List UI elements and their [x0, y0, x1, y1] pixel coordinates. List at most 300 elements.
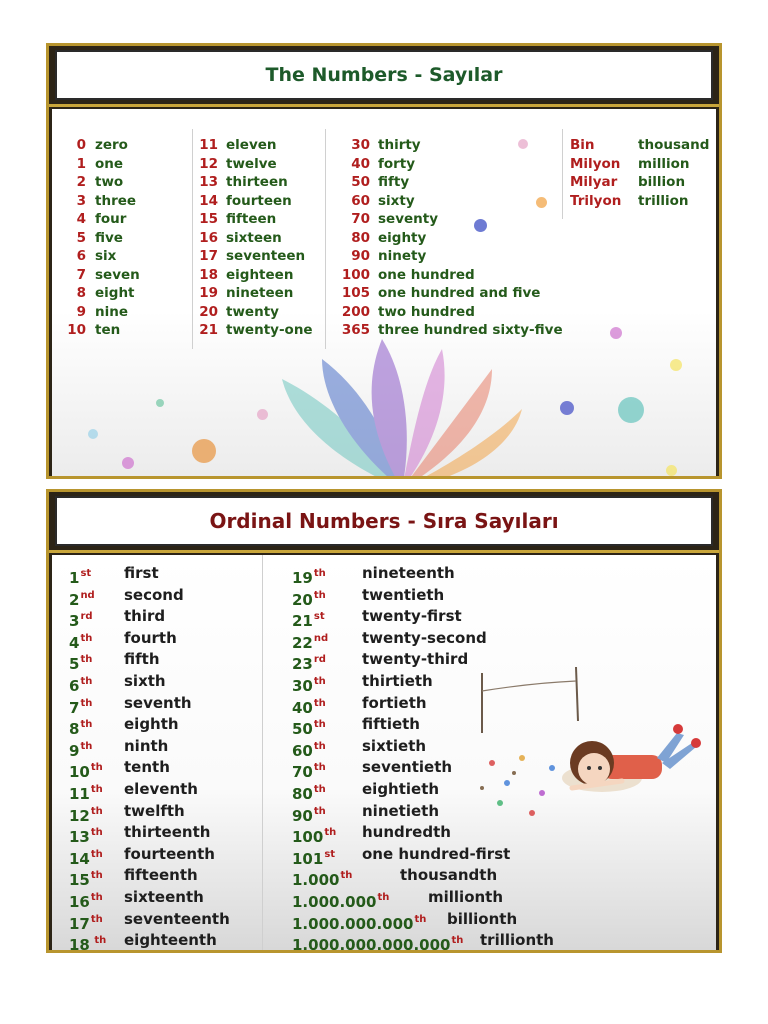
ordinal-digit: 8: [69, 720, 80, 739]
number-word: two: [95, 174, 124, 190]
ordinal-row: [292, 649, 554, 674]
number-row: [66, 247, 140, 266]
number-digit: 21: [199, 322, 218, 338]
ordinal-row: [292, 844, 554, 866]
ordinal-row: [292, 585, 554, 607]
number-word: thirty: [378, 137, 421, 153]
number-digit: 365: [341, 322, 370, 338]
ordinal-row: [69, 757, 230, 782]
ordinal-title-box: [55, 496, 713, 546]
number-digit: 6: [76, 248, 86, 264]
number-digit: 10: [67, 322, 86, 338]
number-word: six: [95, 248, 117, 264]
ordinal-row: [69, 779, 230, 801]
cardinal-title-box: [55, 50, 713, 100]
ordinal-digit: 6: [69, 676, 80, 695]
ordinal-digit: 16: [69, 892, 90, 911]
ordinal-word: sixteenth: [124, 887, 204, 906]
ordinal-number: [292, 822, 362, 847]
ordinal-suffix: th: [80, 675, 93, 687]
ordinal-number: [292, 585, 362, 607]
ordinal-number: [69, 779, 124, 801]
number-digit: 19: [199, 285, 218, 301]
number-word: twenty: [226, 303, 279, 320]
number-row: [338, 229, 563, 248]
ordinal-digit: 11: [69, 784, 90, 803]
ordinal-row: [69, 671, 230, 693]
ordinal-word: thousandth: [400, 866, 498, 885]
ordinal-suffix: th: [90, 870, 103, 882]
ordinal-number: [292, 628, 362, 650]
number-digit: 17: [199, 248, 218, 264]
ordinal-row: [292, 563, 554, 585]
number-row: [338, 284, 563, 303]
ordinal-row: [69, 628, 230, 650]
ordinal-row: [292, 693, 554, 715]
ordinal-digit: 3: [69, 612, 80, 631]
decorative-dot: [610, 327, 622, 339]
number-row: [66, 229, 140, 248]
number-digit: 100: [341, 266, 370, 283]
number-row: [190, 266, 313, 285]
ordinal-word: sixtieth: [362, 736, 427, 755]
ordinal-suffix: th: [414, 913, 427, 925]
ordinal-number: [292, 736, 362, 758]
number-row: [190, 192, 313, 211]
ordinal-number: [69, 628, 124, 650]
ordinal-word: seventieth: [362, 758, 453, 777]
ordinal-digit: 1.000.000.000.000: [292, 936, 451, 950]
ordinal-word: fourth: [124, 628, 177, 647]
ordinal-suffix: th: [313, 719, 326, 731]
number-digit: 14: [199, 192, 218, 209]
ordinal-word: fourteenth: [124, 844, 215, 863]
number-digit: 1: [76, 155, 86, 172]
ordinal-row: [292, 822, 554, 847]
ordinal-suffix: nd: [313, 632, 329, 644]
number-word: seven: [95, 266, 140, 283]
ordinal-number: [292, 844, 362, 866]
ordinal-word: twenty-first: [362, 607, 462, 626]
ordinal-suffix: th: [90, 762, 103, 774]
ordinal-number: [292, 757, 362, 782]
number-row: [338, 303, 563, 322]
number-row: [66, 321, 140, 340]
number-word: thirteen: [226, 174, 288, 190]
ordinal-row: [292, 606, 554, 631]
ordinal-digit: 90: [292, 806, 313, 825]
number-word: sixteen: [226, 229, 282, 246]
number-word: twelve: [226, 155, 277, 172]
number-digit: Trilyon: [570, 192, 622, 209]
number-word: two hundred: [378, 303, 475, 320]
ordinal-digit: 50: [292, 720, 313, 739]
number-word: eighteen: [226, 266, 294, 283]
ordinal-word: twentieth: [362, 585, 445, 604]
ordinal-word: thirtieth: [362, 671, 433, 690]
ordinal-suffix: th: [313, 805, 326, 817]
number-row: [190, 155, 313, 174]
number-word: five: [95, 229, 123, 246]
number-digit: 7: [76, 266, 86, 283]
number-word: forty: [378, 155, 416, 172]
number-row: [190, 136, 313, 155]
ordinal-suffix: th: [313, 740, 326, 752]
ordinal-word: thirteenth: [124, 823, 211, 842]
ordinal-digit: 1: [69, 569, 80, 587]
number-word: three: [95, 192, 137, 209]
ordinal-row: [69, 865, 230, 890]
ordinal-row: [69, 563, 230, 585]
ordinal-number: [69, 801, 124, 823]
ordinal-word: first: [124, 564, 159, 582]
number-word: eighty: [378, 229, 427, 246]
ordinal-title: Ordinal Numbers - Sıra Sayıları: [209, 509, 559, 533]
ordinal-word: ninetieth: [362, 801, 440, 820]
ordinal-row: [69, 822, 230, 847]
ordinal-suffix: th: [90, 827, 103, 839]
ordinal-word: hundredth: [362, 823, 451, 842]
ordinal-number: [69, 865, 124, 890]
number-word: sixty: [378, 192, 415, 209]
ordinal-word: eleventh: [124, 779, 198, 798]
ordinal-digit: 18: [69, 936, 90, 950]
ordinal-suffix: th: [377, 891, 390, 903]
ordinal-digit: 21: [292, 612, 313, 631]
ordinal-number: [69, 563, 124, 585]
leaf-lotus-decoration: [272, 339, 532, 476]
number-row: [66, 266, 140, 285]
number-digit: 9: [76, 303, 86, 320]
number-row: [66, 303, 140, 322]
ordinal-number: [69, 930, 124, 950]
number-word: three hundred sixty-five: [378, 322, 563, 338]
ordinal-number: [292, 887, 428, 909]
ordinal-word: eighth: [124, 715, 179, 734]
number-word: eleven: [226, 137, 277, 153]
number-row: [66, 155, 140, 174]
number-word: fourteen: [226, 192, 292, 209]
number-row: [190, 247, 313, 266]
ordinal-panel: [52, 555, 716, 950]
number-row: [190, 303, 313, 322]
ordinal-suffix: st: [324, 848, 336, 860]
number-word: zero: [95, 137, 128, 153]
ordinal-suffix: th: [90, 935, 107, 947]
ordinal-word: fortieth: [362, 693, 427, 712]
ordinal-digit: 70: [292, 763, 313, 782]
ordinal-row: [292, 757, 554, 782]
ordinal-row: [69, 714, 230, 739]
number-word: billion: [638, 174, 686, 190]
ordinal-number: [292, 649, 362, 674]
ordinal-number: [69, 606, 124, 631]
ordinal-digit: 40: [292, 698, 313, 717]
number-word: one hundred and five: [378, 285, 541, 301]
ordinal-number: [69, 649, 124, 674]
number-row: [338, 155, 563, 174]
ordinal-digit: 2: [69, 590, 80, 609]
number-row: [66, 284, 140, 303]
number-word: twenty-one: [226, 322, 313, 338]
ordinal-word: twelfth: [124, 801, 185, 820]
ordinal-word: third: [124, 607, 166, 626]
decorative-dot: [666, 465, 677, 476]
ordinal-suffix: th: [90, 783, 103, 795]
divider: [49, 550, 719, 553]
ordinal-word: nineteenth: [362, 564, 455, 582]
ordinal-row: [69, 693, 230, 715]
number-digit: 0: [76, 137, 86, 153]
number-row: [190, 210, 313, 229]
ordinal-suffix: st: [313, 611, 325, 623]
ordinal-word: fifteenth: [124, 866, 198, 885]
ordinal-number: [69, 671, 124, 693]
ordinal-digit: 20: [292, 590, 313, 609]
ordinal-number: [69, 714, 124, 739]
number-digit: 15: [199, 211, 218, 227]
number-word: eight: [95, 285, 135, 301]
ordinal-row: [292, 736, 554, 758]
ordinal-number: [292, 563, 362, 585]
decorative-dot: [560, 401, 574, 415]
ordinal-digit: 15: [69, 871, 90, 890]
ordinal-number: [292, 909, 447, 931]
number-word: fifteen: [226, 211, 277, 227]
number-row: [338, 136, 563, 155]
number-word: nine: [95, 303, 129, 320]
ordinal-word: tenth: [124, 758, 170, 777]
ordinal-number: [292, 714, 362, 739]
ordinal-digit: 19: [292, 569, 313, 587]
ordinal-number: [69, 822, 124, 847]
number-digit: 40: [351, 155, 370, 172]
number-row: [338, 173, 563, 192]
ordinal-suffix: nd: [80, 589, 95, 601]
ordinal-number: [292, 779, 362, 801]
ordinal-row: [69, 801, 230, 823]
ordinal-number: [69, 757, 124, 782]
number-row: [66, 192, 140, 211]
number-row: [66, 210, 140, 229]
number-digit: 4: [76, 211, 86, 227]
number-row: [338, 266, 563, 285]
number-word: nineteen: [226, 285, 294, 301]
number-row: [338, 321, 563, 340]
number-row: [190, 173, 313, 192]
number-word: seventeen: [226, 248, 306, 264]
ordinal-suffix: th: [313, 762, 326, 774]
ordinal-suffix: st: [80, 568, 92, 579]
number-digit: 11: [199, 137, 218, 153]
ordinal-suffix: rd: [313, 654, 326, 666]
ordinal-number: [69, 909, 124, 931]
ordinal-number: [292, 801, 362, 823]
ordinal-digit: 1.000: [292, 871, 340, 890]
ordinal-suffix: th: [80, 740, 93, 752]
ordinal-word: one hundred-first: [362, 844, 511, 863]
number-row: [190, 229, 313, 248]
cardinal-column-3: [338, 136, 563, 340]
ordinal-row: [69, 649, 230, 674]
number-word: seventy: [378, 211, 439, 227]
ordinal-number: [69, 887, 124, 909]
decorative-dot: [88, 429, 98, 439]
ordinal-suffix: th: [80, 697, 93, 709]
ordinal-digit: 1.000.000.000: [292, 914, 414, 933]
number-row: [570, 136, 709, 155]
decorative-dot: [618, 397, 644, 423]
ordinal-number: [292, 671, 362, 693]
ordinal-row: [292, 865, 554, 890]
decorative-dot: [670, 359, 682, 371]
number-digit: 105: [341, 285, 370, 301]
ordinal-number: [292, 606, 362, 631]
ordinal-word: twenty-second: [362, 628, 487, 647]
ordinal-row: [69, 585, 230, 607]
number-digit: 90: [351, 248, 370, 264]
number-row: [338, 247, 563, 266]
ordinal-digit: 17: [69, 914, 90, 933]
ordinal-digit: 22: [292, 633, 313, 652]
number-row: [338, 192, 563, 211]
ordinal-suffix: th: [313, 675, 326, 687]
ordinal-suffix: th: [80, 632, 93, 644]
ordinal-row: [292, 909, 554, 931]
ordinal-digit: 14: [69, 849, 90, 868]
ordinal-suffix: th: [90, 913, 103, 925]
number-digit: 2: [76, 174, 86, 190]
ordinal-suffix: th: [313, 589, 326, 601]
ordinal-suffix: th: [90, 805, 103, 817]
number-digit: 13: [199, 174, 218, 190]
number-word: one hundred: [378, 266, 475, 283]
ordinal-suffix: th: [80, 654, 93, 666]
ordinal-word: seventh: [124, 693, 192, 712]
ordinal-digit: 12: [69, 806, 90, 825]
ordinal-digit: 4: [69, 633, 80, 652]
number-row: [66, 136, 140, 155]
cardinal-column-4: [570, 136, 709, 210]
ordinal-word: millionth: [428, 887, 504, 906]
ordinal-word: eighteenth: [124, 931, 217, 950]
cardinal-title: The Numbers - Sayılar: [265, 64, 503, 86]
number-digit: 50: [351, 174, 370, 190]
ordinal-suffix: th: [324, 827, 337, 839]
ordinal-digit: 13: [69, 828, 90, 847]
ordinal-number: [69, 736, 124, 758]
ordinal-row: [292, 714, 554, 739]
ordinal-suffix: th: [80, 719, 93, 731]
number-digit: 16: [199, 229, 218, 246]
ordinal-row: [292, 887, 554, 909]
decorative-dot: [257, 409, 268, 420]
number-digit: 18: [199, 266, 218, 283]
number-digit: 12: [199, 155, 218, 172]
ordinal-suffix: rd: [80, 611, 93, 623]
ordinal-row: [69, 844, 230, 866]
number-word: trillion: [638, 192, 689, 209]
number-digit: Milyon: [570, 155, 621, 172]
decorative-dot: [122, 457, 134, 469]
number-digit: 5: [76, 229, 86, 246]
number-row: [570, 192, 709, 211]
ordinal-digit: 100: [292, 828, 324, 847]
ordinal-suffix: th: [340, 870, 353, 882]
ordinal-word: eightieth: [362, 779, 440, 798]
number-row: [190, 321, 313, 340]
ordinal-row: [292, 628, 554, 650]
ordinal-digit: 101: [292, 849, 324, 868]
ordinal-row: [69, 736, 230, 758]
ordinal-row: [69, 909, 230, 931]
ordinal-digit: 80: [292, 784, 313, 803]
number-digit: 8: [76, 285, 86, 301]
ordinal-suffix: th: [313, 783, 326, 795]
ordinal-number: [292, 865, 400, 890]
number-digit: 3: [76, 192, 86, 209]
number-row: [570, 155, 709, 174]
ordinal-suffix: th: [90, 891, 103, 903]
ordinal-column-left: [69, 563, 230, 950]
ordinal-digit: 10: [69, 763, 90, 782]
decorative-dot: [156, 399, 164, 407]
ordinal-word: sixth: [124, 671, 166, 690]
ordinal-number: [69, 585, 124, 607]
number-word: million: [638, 155, 690, 172]
number-word: four: [95, 211, 127, 227]
ordinal-digit: 23: [292, 655, 313, 674]
ordinal-suffix: th: [313, 568, 326, 579]
ordinal-suffix: th: [451, 935, 464, 947]
ordinal-word: second: [124, 585, 184, 604]
ordinal-word: twenty-third: [362, 650, 469, 669]
number-word: ninety: [378, 248, 427, 264]
number-row: [66, 173, 140, 192]
number-word: one: [95, 155, 124, 172]
number-digit: 20: [199, 303, 218, 320]
cardinal-panel: [52, 109, 716, 476]
ordinal-suffix: th: [313, 697, 326, 709]
ordinal-row: [69, 930, 230, 950]
ordinal-digit: 30: [292, 676, 313, 695]
ordinal-number: [292, 693, 362, 715]
ordinal-column-right: [292, 563, 554, 950]
number-digit: 200: [341, 303, 370, 320]
number-digit: Milyar: [570, 174, 618, 190]
cardinal-column-2: [190, 136, 313, 340]
ordinal-row: [292, 671, 554, 693]
ordinal-number: [69, 693, 124, 715]
number-word: ten: [95, 322, 121, 338]
ordinal-digit: 60: [292, 741, 313, 760]
ordinal-row: [292, 779, 554, 801]
number-digit: Bin: [570, 137, 595, 153]
column-divider: [262, 555, 263, 950]
decorative-dot: [192, 439, 216, 463]
number-row: [338, 210, 563, 229]
number-digit: 60: [351, 192, 370, 209]
ordinal-word: fifth: [124, 650, 160, 669]
ordinal-number: [292, 930, 480, 950]
ordinal-digit: 5: [69, 655, 80, 674]
number-digit: 80: [351, 229, 370, 246]
ordinal-digit: 9: [69, 741, 80, 760]
number-word: fifty: [378, 174, 410, 190]
ordinal-numbers-card: [46, 489, 722, 953]
ordinal-word: seventeenth: [124, 909, 230, 928]
cardinal-column-1: [66, 136, 140, 340]
